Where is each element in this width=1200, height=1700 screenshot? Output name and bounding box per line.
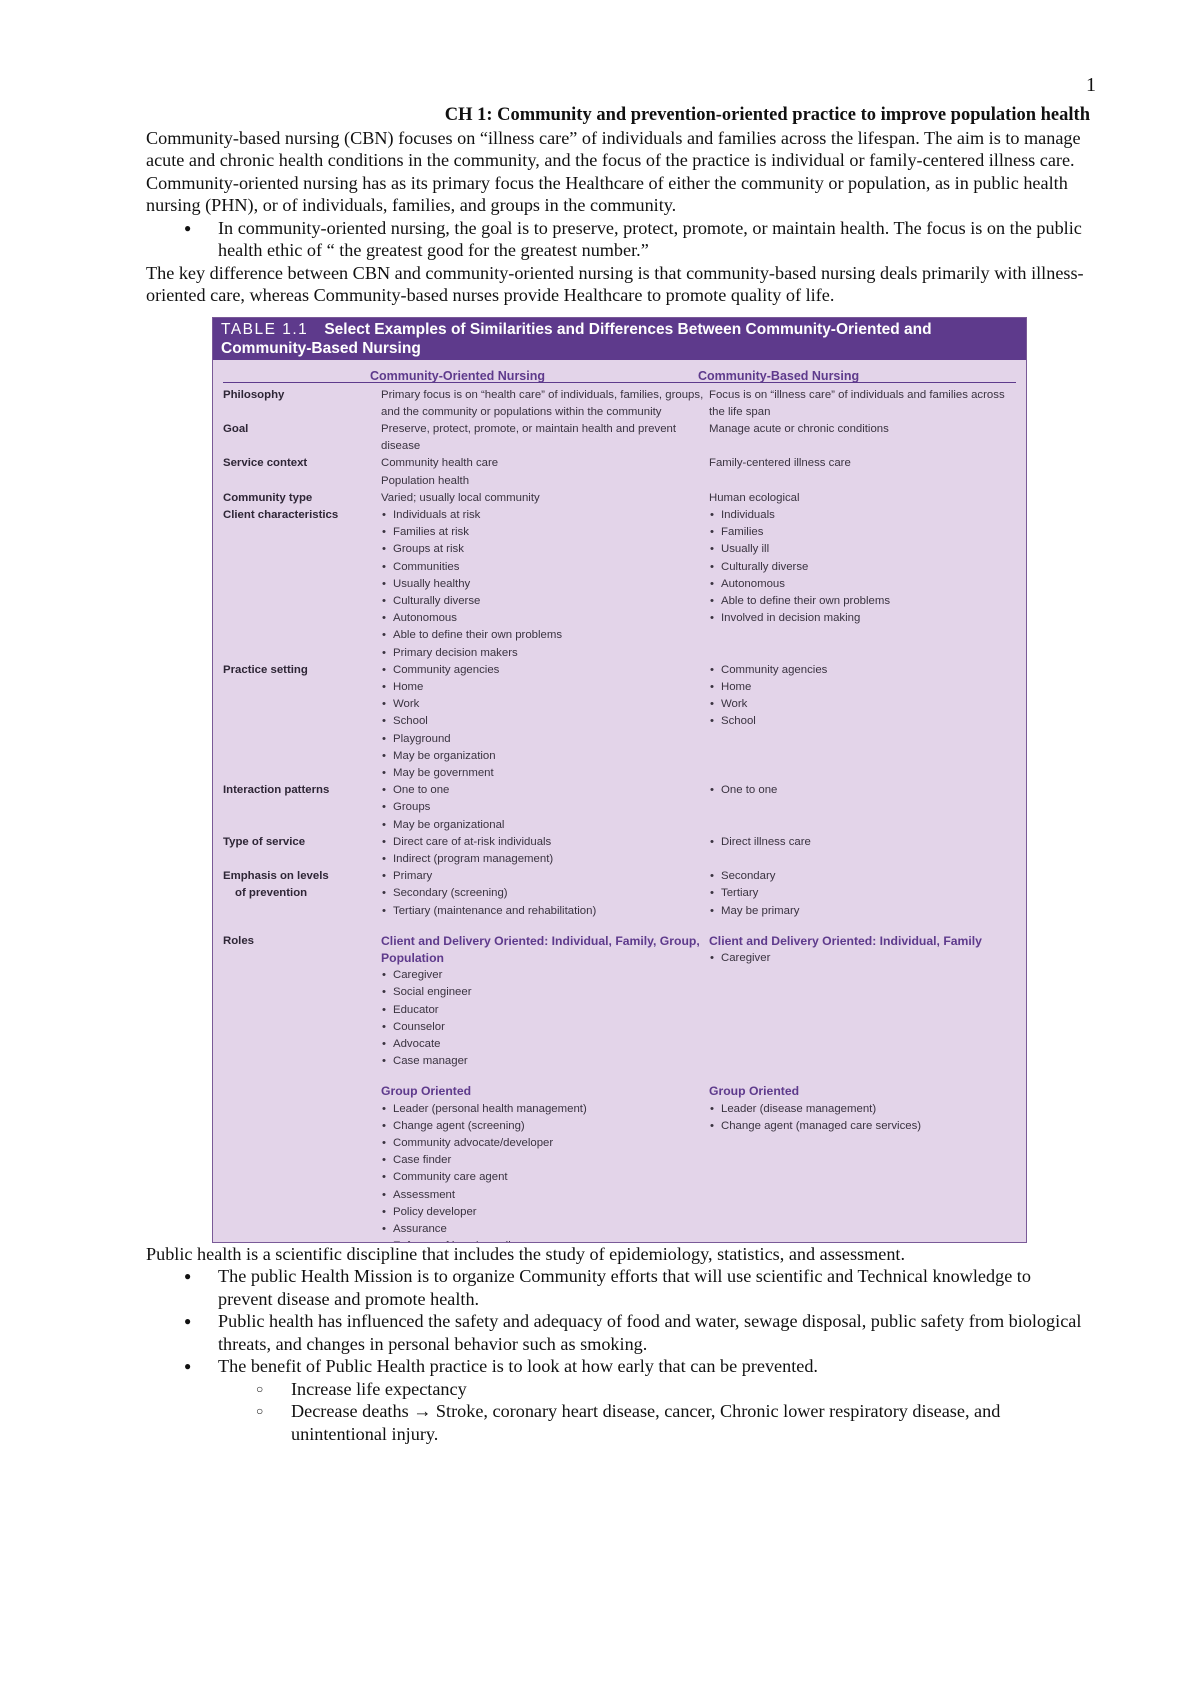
row-label (223, 1083, 381, 1242)
table-column-headers (223, 360, 1016, 383)
document-body (146, 104, 1090, 1445)
table-row (213, 455, 1026, 489)
cell-line: Population health (381, 474, 470, 487)
row-label: Philosophy (223, 388, 285, 401)
row-label (223, 868, 381, 920)
cell-community-oriented (381, 662, 709, 782)
row-label-line: of prevention (235, 887, 308, 900)
cell-list-item: • One to one (381, 782, 709, 799)
cell-list-item: • Direct care of at-risk individuals (381, 834, 709, 851)
row-label: Roles (223, 934, 255, 947)
row-label: Practice setting (223, 663, 308, 676)
list-item: ● The public Health Mission is to organize Community efforts that will use scientific and Technical knowledge to prevent disease and promote health. (146, 1265, 1090, 1310)
cell-community-oriented (381, 1083, 709, 1242)
cell-community-based (709, 1083, 1014, 1242)
cell-community-oriented (381, 834, 709, 868)
cell-line: Community health care (381, 457, 499, 470)
cell-list-item: • Culturally diverse (381, 593, 709, 610)
table-row (213, 834, 1026, 868)
cell-list-item (381, 1238, 709, 1242)
cell-bullet-list (709, 834, 1014, 851)
cell-list-item: • Counselor (381, 1019, 709, 1036)
cell-list-item: • Community care agent (381, 1169, 709, 1186)
table-row (213, 1083, 1026, 1242)
page-title: CH 1: Community and prevention-oriented practice to improve population health (444, 105, 1090, 125)
sub-list-item: ○ Increase life expectancy (146, 1378, 1090, 1401)
cell-list-item: • Able to define their own problems (709, 593, 1014, 610)
cell-bullet-list (381, 782, 709, 834)
cell-list-item: • Autonomous (381, 610, 709, 627)
cell-list-item: • Work (709, 696, 1014, 713)
cell-list-item: • School (381, 713, 709, 730)
table-row (213, 490, 1026, 507)
table-row (213, 868, 1026, 920)
table-row (213, 933, 1026, 1071)
cell-bullet-list (381, 868, 709, 920)
cell-list-item: • May be organizational (381, 817, 709, 834)
cell-list-item: • Policy developer (381, 1204, 709, 1221)
role-heading: Group Oriented (709, 1084, 800, 1099)
cell-list-item: • Advocate (381, 1036, 709, 1053)
cell-list-item: • Individuals (709, 507, 1014, 524)
cell-list-item: • Caregiver (381, 967, 709, 984)
row-label: Community type (223, 491, 313, 504)
row-label: Service context (223, 457, 308, 470)
cell-community-based (709, 782, 1014, 834)
page-number: 1 (1086, 74, 1096, 96)
paragraph-key-difference: The key difference between CBN and community-oriented nursing is that community-based nursing deals primarily with illness-oriented care, whereas Community-based nurses provide Healthcare to promote quality of life. (146, 262, 1084, 305)
list-item: ● Public health has influenced the safety and adequacy of food and water, sewage disposal, public safety from biological threats, and changes in personal behavior such as smoking. (146, 1310, 1090, 1355)
cell-community-oriented: Preserve, protect, promote, or maintain health and prevent disease (381, 422, 677, 453)
cell-bullet-list (381, 662, 709, 782)
cell-list-item: • Community agencies (381, 662, 709, 679)
cell-list-item: • Case manager (381, 1053, 709, 1070)
column-header-community-based: Community-Based Nursing (698, 368, 860, 383)
cell-list-item: • Groups (381, 799, 709, 816)
cell-list-item: • Tertiary (maintenance and rehabilitation) (381, 903, 709, 920)
paragraph-community-oriented: Community-oriented nursing has as its primary focus the Healthcare of either the community or population, as in public health nursing (PHN), or of individuals, families, and groups in the community. (146, 172, 1068, 215)
cell-bullet-list (709, 868, 1014, 920)
cell-list-item: • Involved in decision making (709, 610, 1014, 627)
cell-list-item: • Tertiary (709, 885, 1014, 902)
cell-list-item: • Autonomous (709, 576, 1014, 593)
bullet-list-public-health (146, 1265, 1090, 1378)
table-title: Select Examples of Similarities and Differences Between Community-Oriented and Community-Based Nursing (221, 320, 932, 357)
cell-community-oriented (381, 868, 709, 920)
cell-list-item: • Indirect (program management) (381, 851, 709, 868)
sub-list-item: ○ Decrease deaths → Stroke, coronary heart disease, cancer, Chronic lower respiratory disease, and unintentional injury. (146, 1400, 1090, 1445)
cell-bullet-list (381, 967, 709, 1070)
cell-list-item: • Secondary (screening) (381, 885, 709, 902)
cell-bullet-list (709, 507, 1014, 627)
cell-list-item: • Usually healthy (381, 576, 709, 593)
cell-community-based: Family-centered illness care (709, 457, 851, 470)
cell-list-item: • School (709, 713, 1014, 730)
bullet-list-goal (146, 217, 1090, 262)
cell-list-item: • Families at risk (381, 524, 709, 541)
cell-list-item: • Assurance (381, 1221, 709, 1238)
cell-community-based (709, 834, 1014, 868)
row-label-line: Emphasis on levels (223, 870, 329, 883)
cell-list-item: • Individuals at risk (381, 507, 709, 524)
cell-bullet-list (709, 662, 1014, 731)
cell-list-item: • Able to define their own problems (381, 627, 709, 644)
cell-list-item: • Groups at risk (381, 541, 709, 558)
role-heading: Client and Delivery Oriented: Individual, Family (709, 933, 982, 948)
cell-list-item: • One to one (709, 782, 1014, 799)
table-row (213, 421, 1026, 455)
cell-list-item: • Playground (381, 731, 709, 748)
cell-community-based (709, 507, 1014, 662)
cell-community-based (709, 662, 1014, 782)
cell-list-item: • Leader (personal health management) (381, 1101, 709, 1118)
cell-list-item: • Work (381, 696, 709, 713)
cell-list-item: • Educator (381, 1002, 709, 1019)
cell-list-item: • Assessment (381, 1187, 709, 1204)
cell-community-based: Human ecological (709, 491, 800, 504)
cell-list-item: • Home (709, 679, 1014, 696)
list-item: ● In community-oriented nursing, the goal is to preserve, protect, promote, or maintain health. The focus is on the public health ethic of “ the greatest good for the greatest number.” (146, 217, 1090, 262)
cell-list-item: • Primary decision makers (381, 645, 709, 662)
role-heading: Client and Delivery Oriented: Individual, Family, Group, Population (381, 933, 700, 965)
cell-community-based: Focus is on “illness care” of individuals and families across the life span (709, 388, 1005, 418)
cell-community-oriented: Varied; usually local community (381, 491, 540, 504)
table-header (213, 318, 1026, 360)
cell-bullet-list (709, 1101, 1014, 1135)
cell-list-item: • Primary (381, 868, 709, 885)
column-header-community-oriented: Community-Oriented Nursing (370, 368, 546, 383)
cell-list-item: • Change agent (screening) (381, 1118, 709, 1135)
role-heading: Group Oriented (381, 1084, 472, 1099)
row-label: Goal (223, 422, 249, 435)
cell-bullet-list (709, 782, 1014, 799)
cell-list-item: • Leader (disease management) (709, 1101, 1014, 1118)
comparison-table-figure (212, 317, 1027, 1243)
table-row (213, 507, 1026, 662)
cell-list-item: • Culturally diverse (709, 559, 1014, 576)
cell-list-item: • Families (709, 524, 1014, 541)
cell-list-item: • May be government (381, 765, 709, 782)
cell-community-oriented (381, 933, 709, 1071)
cell-community-oriented (381, 507, 709, 662)
cell-list-item: • May be primary (709, 903, 1014, 920)
cell-list-item: • Social engineer (381, 984, 709, 1001)
cell-list-item: • Communities (381, 559, 709, 576)
table-row (213, 782, 1026, 834)
cell-list-item: • Direct illness care (709, 834, 1014, 851)
cell-bullet-list (709, 950, 1014, 967)
cell-community-oriented: Primary focus is on “health care” of individuals, families, groups, and the community or populations within the community (381, 388, 704, 418)
table-row (213, 387, 1026, 421)
list-item: ● The benefit of Public Health practice is to look at how early that can be prevented. (146, 1355, 1090, 1378)
cell-list-item: • Usually ill (709, 541, 1014, 558)
sub-bullet-list (146, 1378, 1090, 1446)
cell-list-item: • Home (381, 679, 709, 696)
cell-community-based (709, 933, 1014, 1071)
cell-community-based (709, 868, 1014, 920)
cell-list-item: • Case finder (381, 1152, 709, 1169)
cell-bullet-list (381, 834, 709, 868)
paragraph-cbn: Community-based nursing (CBN) focuses on “illness care” of individuals and families across the lifespan. The aim is to manage acute and chronic health conditions in the community, and the focus of the practice is individual or family-centered illness care. (146, 127, 1081, 170)
row-label: Interaction patterns (223, 784, 330, 797)
cell-list-item: • Secondary (709, 868, 1014, 885)
cell-community-oriented (381, 782, 709, 834)
cell-list-item: • Caregiver (709, 950, 1014, 967)
paragraph-public-health: Public health is a scientific discipline that includes the study of epidemiology, statistics, and assessment. (146, 1243, 906, 1264)
cell-list-item: • May be organization (381, 748, 709, 765)
cell-community-based: Manage acute or chronic conditions (709, 422, 889, 435)
cell-list-item: • Community advocate/developer (381, 1135, 709, 1152)
cell-bullet-list (381, 507, 709, 662)
row-label: Client characteristics (223, 508, 339, 521)
row-label: Type of service (223, 835, 306, 848)
table-number: TABLE 1.1 (221, 320, 309, 338)
cell-list-item: • Change agent (managed care services) (709, 1118, 1014, 1135)
table-row (213, 662, 1026, 782)
cell-bullet-list (381, 1101, 709, 1243)
cell-list-item: • Community agencies (709, 662, 1014, 679)
cell-community-oriented (381, 455, 709, 489)
